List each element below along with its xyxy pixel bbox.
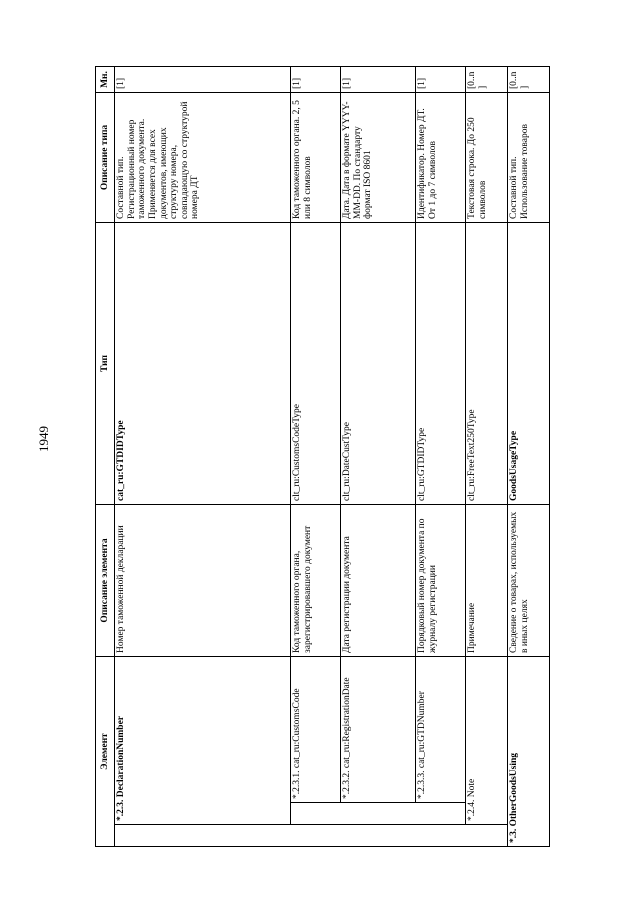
table-row	[416, 66, 466, 846]
table-row	[341, 66, 416, 846]
page-number: 1949	[36, 426, 51, 452]
table-row	[508, 66, 550, 846]
header-type-description: Описание типа	[96, 92, 115, 222]
header-description: Описание элемента	[96, 504, 115, 656]
element-type: clt_ru:GTDIDType	[416, 222, 466, 504]
element-type: clt_ru:FreeText250Type	[466, 222, 508, 504]
element-type-description: Код таможенного органа. 2, 5 или 8 символов	[291, 92, 341, 222]
element-name: *.2.3.3. cat_ru:GTDNumber	[416, 656, 466, 802]
element-type: cat_ru:GTDIDType	[115, 222, 291, 504]
element-multiplicity: [1]	[115, 66, 291, 92]
element-description: Сведение о товарах, используемых в иных целях	[508, 504, 550, 656]
element-multiplicity: [1]	[291, 66, 341, 92]
table-row	[115, 66, 291, 846]
element-type: clt_ru:CustomsCodeType	[291, 222, 341, 504]
header-multiplicity: Мн.	[96, 66, 115, 92]
element-type: GoodsUsageType	[508, 222, 550, 504]
element-type: clt_ru:DateCustType	[341, 222, 416, 504]
element-description: Примечание	[466, 504, 508, 656]
element-description: Номер таможенной декларации	[115, 504, 291, 656]
element-type-description: Составной тип. Использование товаров	[508, 92, 550, 222]
element-type-description: Идентификатор. Номер ДТ. От 1 до 7 символов	[416, 92, 466, 222]
element-multiplicity: [0..n]	[508, 66, 550, 92]
table-row	[466, 66, 508, 846]
element-type-description: Составной тип. Регистрационный номер таможенного документа. Применяется для всех документов, имеющих структуру номера, совпадающую со структурой номера ДТ	[115, 92, 291, 222]
element-multiplicity: [0..n]	[466, 66, 508, 92]
element-name: *.3. OtherGoodsUsing	[508, 656, 550, 846]
table-row	[291, 66, 341, 846]
header-type: Тип	[96, 222, 115, 504]
element-table	[95, 66, 550, 847]
element-name: *.2.3.1. cat_ru:CustomsCode	[291, 656, 341, 802]
element-description: Дата регистрации документа	[341, 504, 416, 656]
element-description: Порядковый номер документа по журналу регистрации	[416, 504, 466, 656]
element-name: *.2.3.2. cat_ru:RegistrationDate	[341, 656, 416, 802]
element-name: *.2.4. Note	[466, 656, 508, 824]
element-type-description: Текстовая строка. До 250 символов	[466, 92, 508, 222]
element-multiplicity: [1]	[341, 66, 416, 92]
element-description: Код таможенного органа, зарегистрировавшего документ	[291, 504, 341, 656]
header-row	[96, 66, 115, 846]
element-name: *.2.3. DeclarationNumber	[115, 656, 291, 824]
element-table-container	[95, 67, 532, 847]
element-multiplicity: [1]	[416, 66, 466, 92]
header-element: Элемент	[96, 656, 115, 846]
element-type-description: Дата. Дата в формате YYYY-MM-DD. По стандарту формат ISO 8601	[341, 92, 416, 222]
